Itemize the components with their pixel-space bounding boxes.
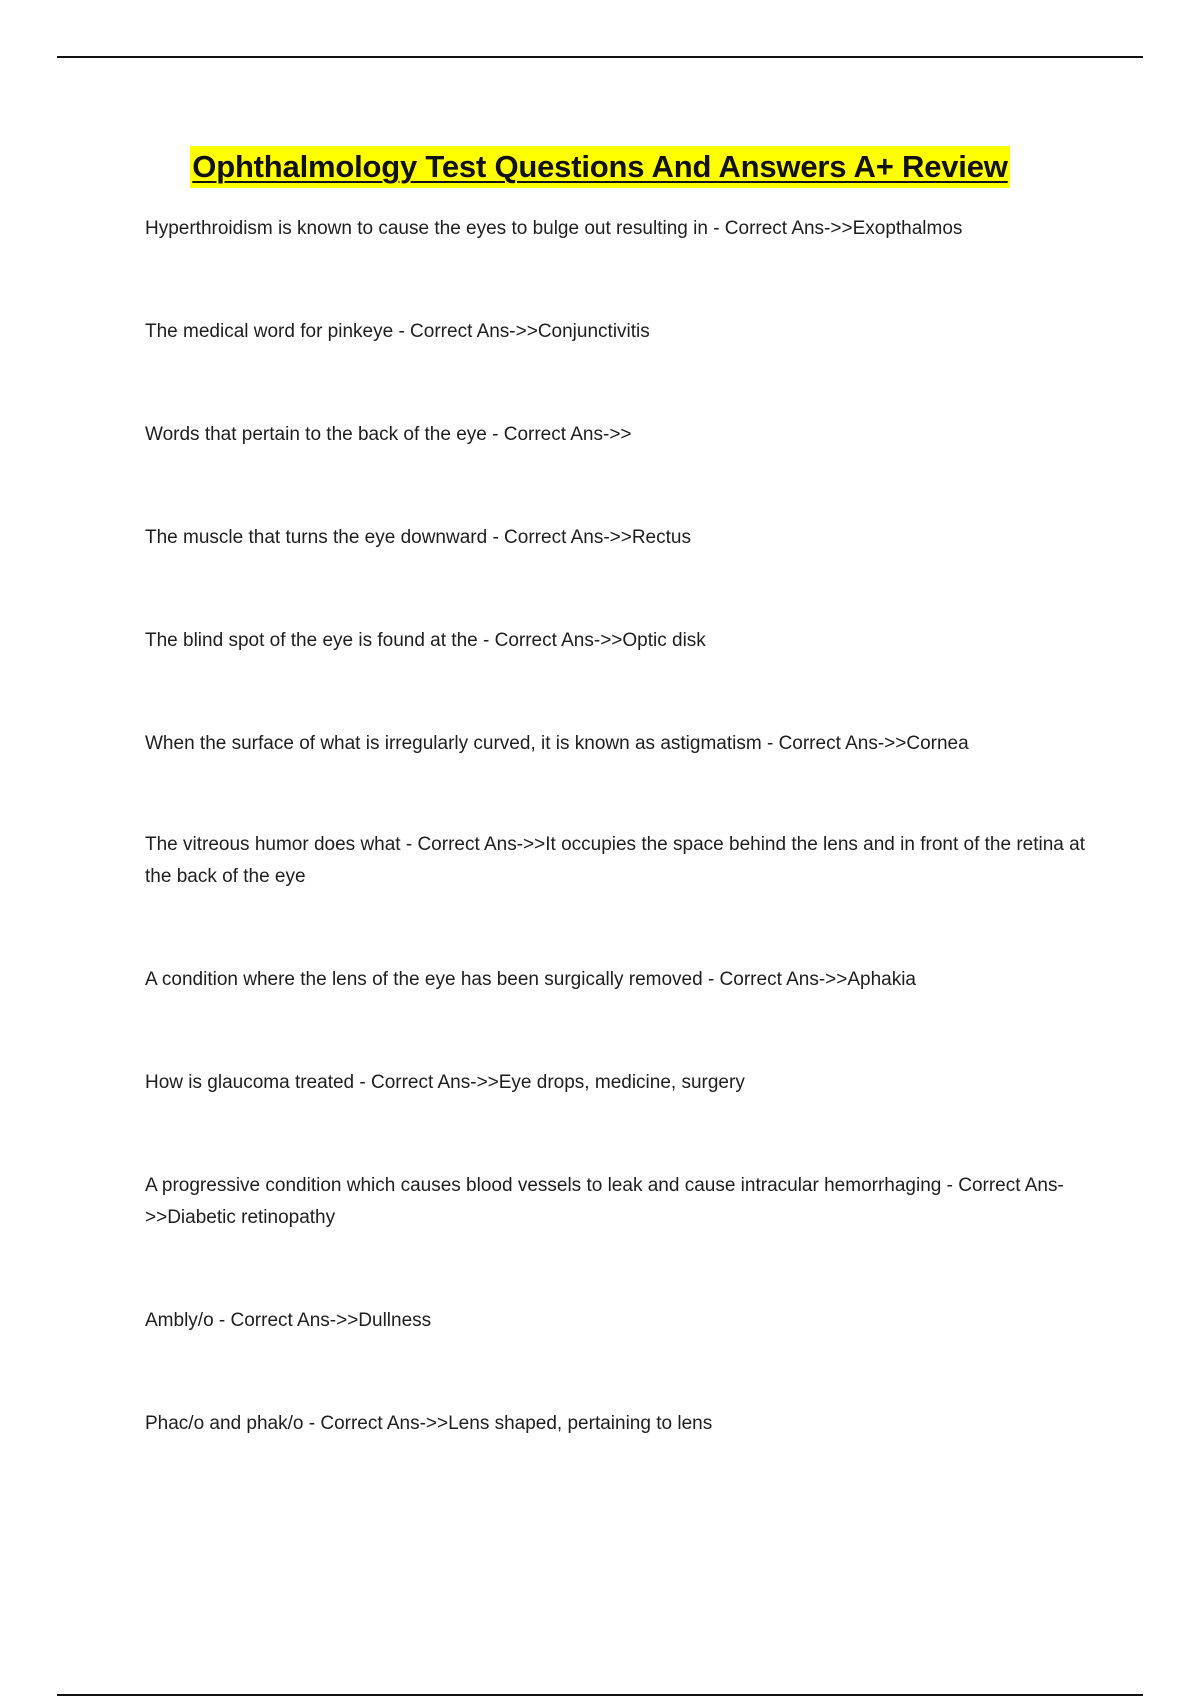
footer-rule <box>57 1694 1143 1696</box>
qa-item: The blind spot of the eye is found at the - Correct Ans->>Optic disk <box>145 630 706 651</box>
qa-item: When the surface of what is irregularly curved, it is known as astigmatism - Correct Ans->>Cornea <box>145 733 969 754</box>
qa-item: How is glaucoma treated - Correct Ans->>Eye drops, medicine, surgery <box>145 1072 745 1093</box>
qa-item: A progressive condition which causes blood vessels to leak and cause intracular hemorrhaging - Correct Ans->>Diabetic retinopathy <box>145 1175 1064 1228</box>
qa-item: A condition where the lens of the eye has been surgically removed - Correct Ans->>Aphakia <box>145 969 916 990</box>
header-rule <box>57 56 1143 58</box>
qa-item: The muscle that turns the eye downward - Correct Ans->>Rectus <box>145 527 691 548</box>
qa-item: The vitreous humor does what - Correct Ans->>It occupies the space behind the lens and in front of the retina at the back of the eye <box>145 834 1085 887</box>
title-container <box>0 146 1200 188</box>
qa-item: Ambly/o - Correct Ans->>Dullness <box>145 1310 432 1331</box>
qa-item: Words that pertain to the back of the eye - Correct Ans->> <box>145 424 632 445</box>
qa-item: The medical word for pinkeye - Correct Ans->>Conjunctivitis <box>145 321 650 342</box>
qa-item: Hyperthroidism is known to cause the eyes to bulge out resulting in - Correct Ans->>Exopthalmos <box>145 218 963 239</box>
qa-item: Phac/o and phak/o - Correct Ans->>Lens shaped, pertaining to lens <box>145 1413 713 1434</box>
document-title: Ophthalmology Test Questions And Answers A+ Review <box>190 146 1009 188</box>
